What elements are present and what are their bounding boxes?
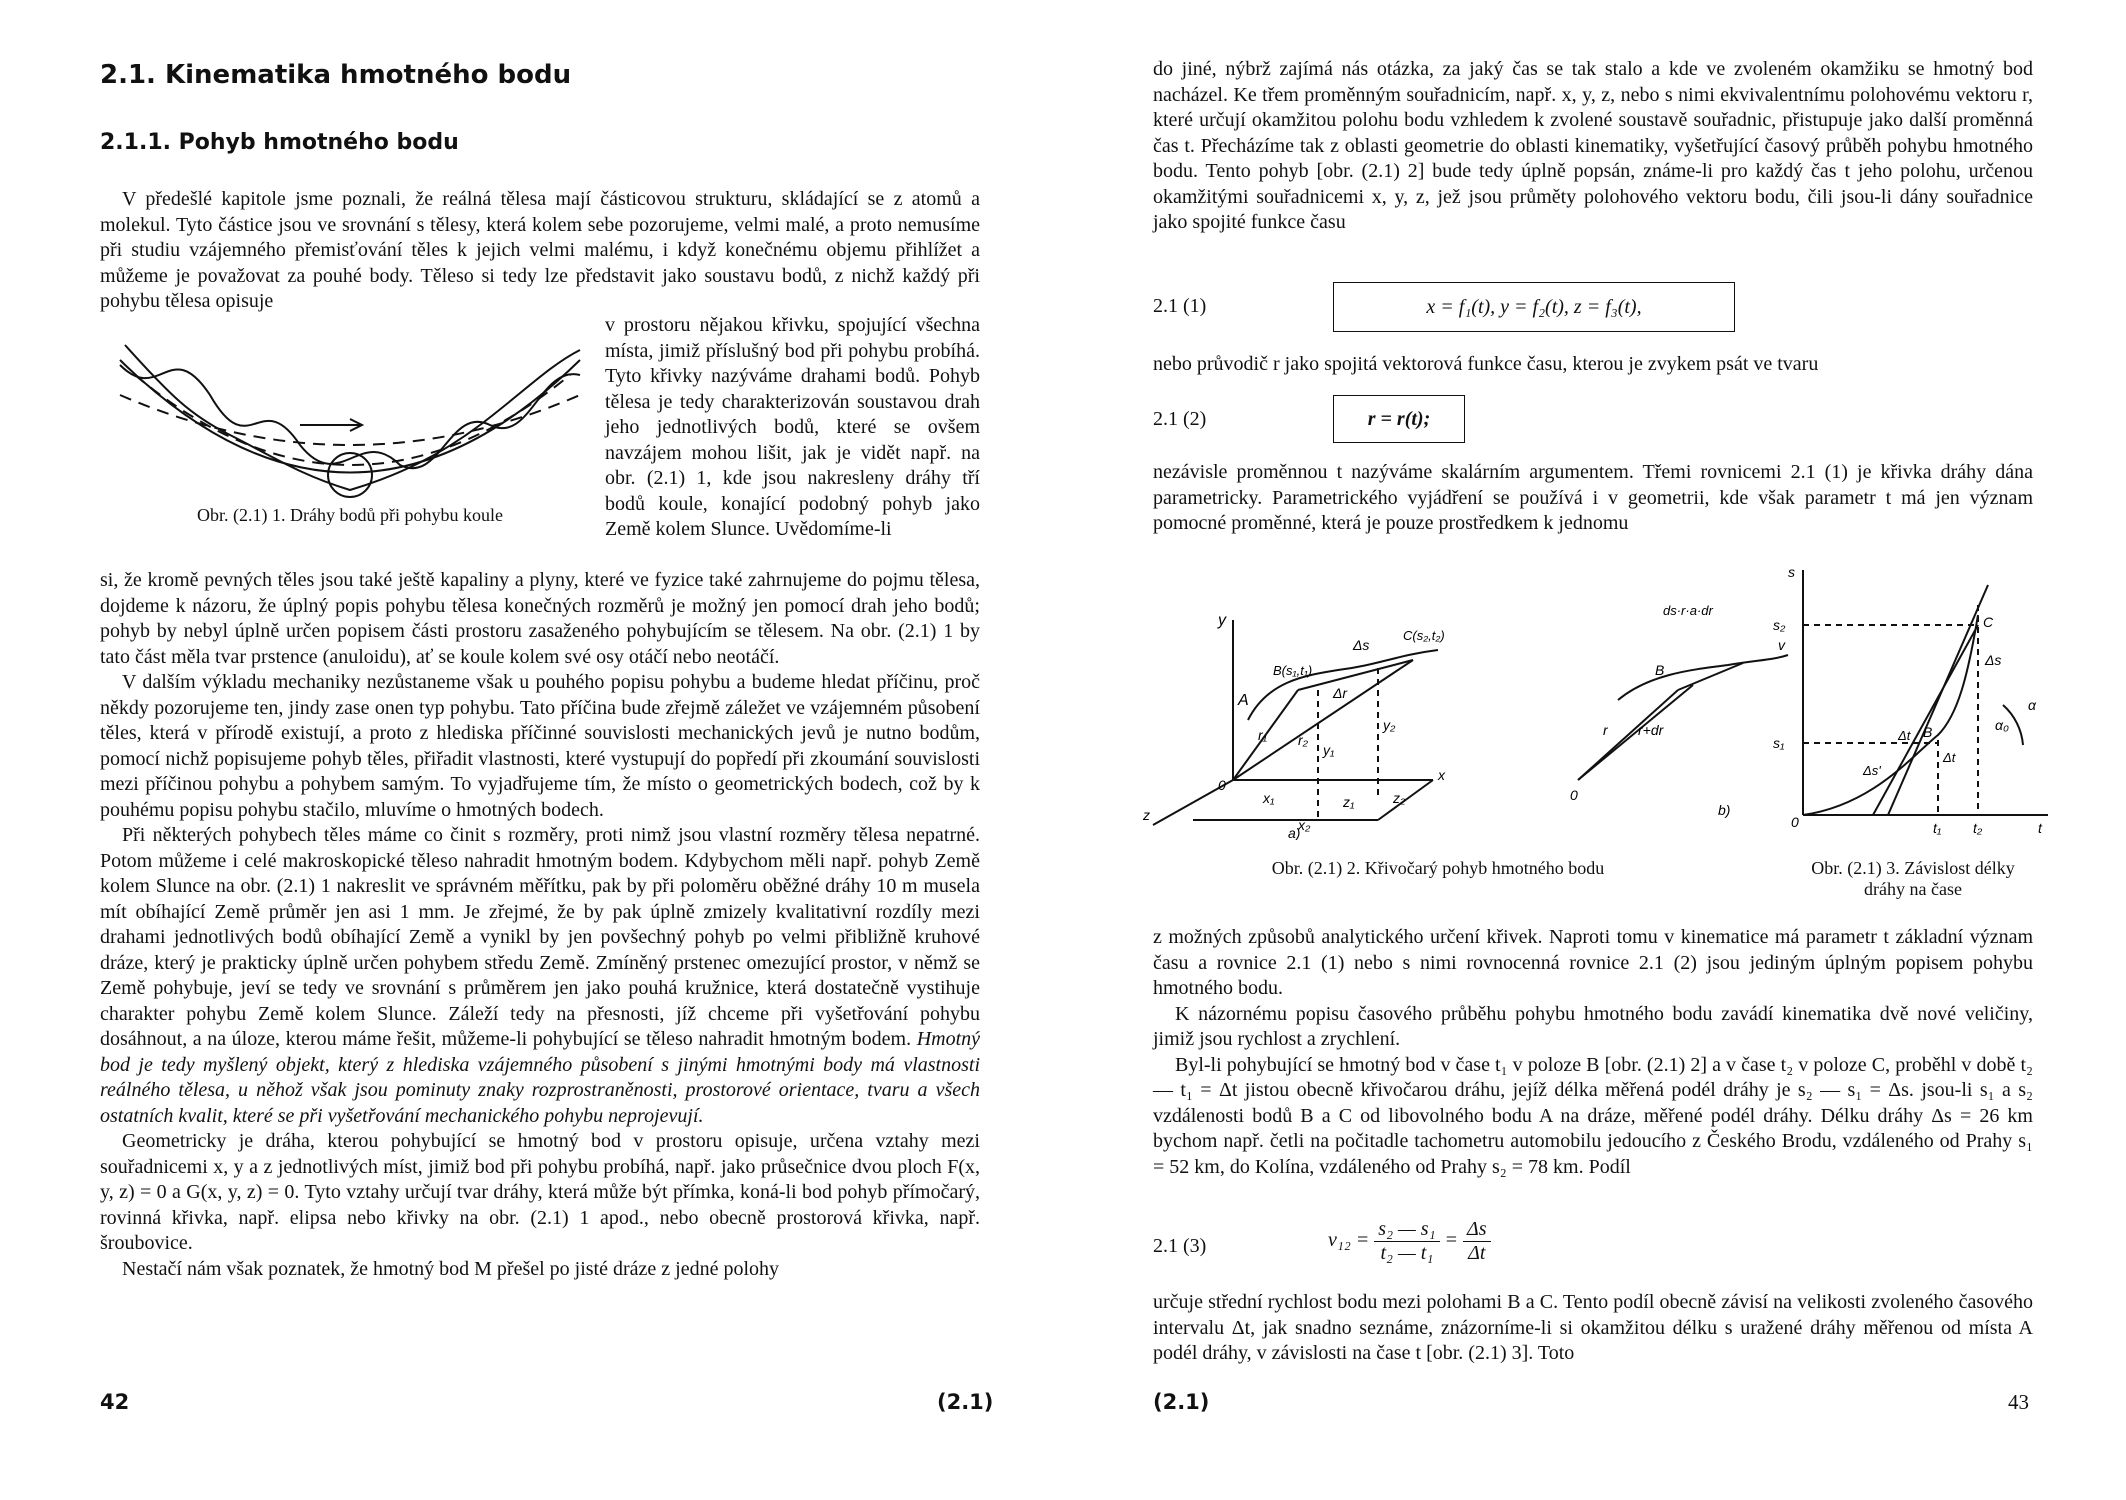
fig2-y2: y₂ xyxy=(1383,717,1396,733)
paragraph-right-2: nebo průvodič r jako spojitá vektorová funkce času, kterou je zvykem psát ve tvaru xyxy=(1153,353,1819,375)
fig2-x: x xyxy=(1438,767,1445,783)
fig3-t: t xyxy=(2038,820,2042,836)
paragraph-intro: V předešlé kapitole jsme poznali, že reálná tělesa mají částicovou strukturu, skládající se z atomů a molekul. Tyto částice jsou ve srovnání s tělesy, která kolem sebe pozorujeme, velmi malé, a proto nemusíme při studiu vzájemného přemisťování těles k jejich velmi malému, i když konečnému objemu přihlížet a můžeme je považovat za pouhé body. Těleso si tedy lze představit jako soustavu bodů, z nichž každý při pohybu tělesa opisuje xyxy=(100,188,980,312)
vector-r-dr xyxy=(1578,685,1693,780)
figure-3-caption: Obr. (2.1) 3. Závislost délky dráhy na čase xyxy=(1811,858,2015,899)
fig3-ds1: Δs' xyxy=(1863,763,1881,778)
fig2b-ds: ds·r·a·dr xyxy=(1663,605,1713,618)
fig3-C: C xyxy=(1983,614,1994,630)
fig3-s1: s₁ xyxy=(1773,735,1785,751)
eq2-box: r = r(t); xyxy=(1333,395,1465,443)
tangent xyxy=(1888,585,1988,815)
fig2-O: 0 xyxy=(1218,777,1226,793)
fig2b-v: v xyxy=(1778,637,1785,653)
paragraph-wrap: v prostoru nějakou křivku, spojující všechna místa, jimiž příslušný bod při pohybu probíhá. Tyto křivky nazýváme drahami bodů. Pohyb tělesa je tedy charakterizován soustavou drah jeho jednotlivých bodů, které se ovšem navzájem mohou lišit, jak je vidět např. na obr. (2.1) 1, kde jsou nakresleny dráhy tří bodů koule, konající podobný pohyb jako Země kolem Slunce. Uvědomíme-li xyxy=(605,314,980,540)
fig3-s: s xyxy=(1788,565,1795,580)
paragraph-right-7: určuje střední rychlost bodu mezi polohami B a C. Tento podíl obecně závisí na velikosti zvoleného časového intervalu Δt, jak snadno seznáme, znázorníme-li si okamžitou délku s uražené dráhy měřenou od místa A podél dráhy, v závislosti na čase t [obr. (2.1) 3]. Toto xyxy=(1153,1291,2033,1364)
fig2b-r: r xyxy=(1603,722,1608,738)
figure-infinitesimal-motion xyxy=(1568,605,1793,820)
paragraph-right-4: z možných způsobů analytického určení křivek. Naproti tomu v kinematice má parametr t základní význam času a rovnice 2.1 (1) nebo s nimi rovnocenná rovnice 2.1 (2) jsou jediným úplným popisem pohybu hmotného bodu. K názornému popisu časového průběhu pohybu hmotného bodu zavádí kinematika dvě nové veličiny, jimiž jsou rychlost a zrychlení. Byl-li pohybující se hmotný bod v čase t₁ v poloze B [obr. (2.1) 2] a v čase t₂ v poloze C, proběhl v době t₂ — t₁ = Δt jistou obecně křivočarou dráhu, jejíž délka měřená podél dráhy je s₂ — s₁ = Δs. jsou-li s₁ a s₂ vzdálenosti bodů B a C od libovolného bodu A na dráze, měřené podél dráhy. Délku dráhy Δs = 26 km bychom např. četli na počitadle tachometru automobilu jedoucího z Českého Brodu, vzdáleného od Prahy s₁ = 52 km, do Kolína, vzdáleného od Prahy s₂ = 78 km. Podíl xyxy=(1153,926,2033,1178)
fig3-alpha0: α₀ xyxy=(1995,717,2009,733)
eq1-label: 2.1 (1) xyxy=(1153,295,1207,317)
fig2-z1: z₁ xyxy=(1343,794,1355,810)
right-page xyxy=(1063,0,2126,1500)
fig2-B: B(s₁,t₁) xyxy=(1273,663,1313,678)
fig2-y1: y₁ xyxy=(1323,742,1335,758)
fig3-alpha: α xyxy=(2028,697,2036,713)
section-mark-right: (2.1) xyxy=(1153,1390,1210,1414)
secant xyxy=(1873,625,1978,815)
fig3-t1: t₁ xyxy=(1933,820,1942,836)
fig2-x2: x₂ xyxy=(1298,817,1311,833)
fig3-ds: Δs xyxy=(1985,652,2002,668)
fig2-z2: z₂ xyxy=(1393,790,1406,806)
page-number-right: 43 xyxy=(2008,1390,2029,1414)
fig3-O: 0 xyxy=(1791,814,1799,830)
eq1-box: x = f₁(t), y = f₂(t), z = f₃(t), xyxy=(1333,282,1735,332)
fig3-t2: t₂ xyxy=(1973,820,1983,836)
fig2-z: z xyxy=(1143,807,1150,823)
fig2-r1: r₁ xyxy=(1258,727,1268,743)
eq2-label: 2.1 (2) xyxy=(1153,408,1207,430)
fig2b-B: B xyxy=(1655,662,1665,678)
fig2b-O: 0 xyxy=(1570,787,1578,803)
paragraph-rest: si, že kromě pevných těles jsou také ještě kapaliny a plyny, které ve fyzice také zahrnujeme do pojmu tělesa, dojdeme k názoru, že úplný popis pohybu tělesa konečných rozměrů je možný jen pomocí drah jeho bodů; pohyb by nebyl úplně určen popisem části prostoru zasaženého pohybujícím se tělesem. Na obr. (2.1) 1 by tato část měla tvar prstence (anuloidu), ať se koule kolem své osy otáčí nebo neotáčí. V dalším výkladu mechaniky nezůstaneme však u pouhého popisu pohybu a budeme hledat příčinu, proč někdy pozorujeme ten, jindy zase onen typ pohybu. Tato příčina bude zřejmě záležet ve vzájemném působení těles, která v přírodě existují, a proto z hlediska příčinné souvislosti mechanických jevů je nutno bodům, pomocí nichž popisujeme pohyb těles, přiřadit vlastnosti, které vystupují do popředí při zkoumání souvislosti mezi příčinou pohybu a pohybem samým. To vyjadřujeme tím, že místo o geometrických bodech, což by k pouhému popisu pohybu stačilo, mluvíme o hmotných bodech. Při některých pohybech těles máme co činit s rozměry, proti nimž jsou vlastní rozměry tělesa nepatrné. Potom můžeme i celé makroskopické těleso nahradit hmotným bodem. Kdybychom měli např. pohyb Země kolem Slunce na obr. (2.1) 1 nakreslit ve správném měřítku, pak by při poloměru oběžné dráhy 10 m musela mít obíhající Země průměr jen asi 1 mm. Je zřejmé, že by pak úplně zmizely kvalitativní rozdíly mezi drahami jednotlivých bodů obíhající Země a vynikl by jen povšechný pohyb po velmi přibližně kruhové dráze, který je prakticky úplně určen pohybem středu Země. Zmíněný prstenec omezující prostor, v němž se Země pohybuje, jeví se tedy ve srovnání s průměrem jen jako pouhá kružnice, která dostatečně vystihuje charakter pohybu Země kolem Slunce. Záleží tedy na přesnosti, jíž chceme při vyšetřování pohybu dosáhnout, a na úloze, kterou máme řešit, můžeme-li pohybující se těleso nahradit hmotným bodem. Hmotný bod je tedy myšlený objekt, který z hlediska vzájemného působení s jinými hmotnými body má vlastnosti reálného tělesa, u něhož však jsou pominuty znaky rozprostraněnosti, prostorové orientace, tvaru a všech ostatních kvalit, které se při vyšetřování mechanického pohybu neprojevují. Geometricky je dráha, kterou pohybující se hmotný bod v prostoru opisuje, určena vztahy mezi souřadnicemi x, y a z jednotlivých míst, jimiž bod při pohybu probíhá, např. jako průsečnice dvou ploch F(x, y, z) = 0 a G(x, y, z) = 0. Tyto vztahy určují tvar dráhy, která může být přímka, koná-li bod pohyb přímočarý, rovinná křivka, např. elipsa nebo křivky na obr. (2.1) 1 apod., nebo obecně prostorová křivka, např. šroubovice. Nestačí nám však poznatek, že hmotný bod M přešel po jisté dráze z jedné polohy xyxy=(100,569,981,1280)
fig3-dt2: Δt xyxy=(1943,750,1956,765)
paragraph-right-1: do jiné, nýbrž zajímá nás otázka, za jaký čas se tak stalo a kde ve zvoleném okamžiku se hmotný bod nacházel. Ke třem proměnným souřadnicím, např. x, y, z, nebo s nimi ekvivalentnímu polohovému vektoru r, které určují okamžitou polohu bodu vzhledem k zvolené soustavě souřadnic, přistupuje jako další proměnná čas t. Přecházíme tak z oblasti geometrie do oblasti kinematiky, vyšetřující časový průběh pohybu hmotného bodu. Tento pohyb [obr. (2.1) 2] bude tedy úplně popsán, známe-li pro každý čas t jeho polohu, určenou okamžitými souřadnicemi x, y, z, jež jsou průměty polohového vektoru bodu, čili jsou-li dány souřadnice jako spojité funkce času xyxy=(1153,58,2033,233)
figure-curvilinear-motion xyxy=(1138,580,1568,840)
eq3-formula: v₁₂ = $\frac{\text{s₂ — s₁}}{\text{t₂ — t₁}}$ = $\frac{\Delta s}{\Delta t}$ xyxy=(1328,1218,1491,1265)
eq3-label: 2.1 (3) xyxy=(1153,1235,1207,1257)
fig3-s2: s₂ xyxy=(1773,617,1786,633)
fig3-B: B xyxy=(1923,724,1933,740)
figure-1-caption: Obr. (2.1) 1. Dráhy bodů při pohybu koule xyxy=(197,505,503,525)
page-number-left: 42 xyxy=(100,1390,130,1414)
fig2-ds: Δs xyxy=(1353,637,1370,653)
section-mark-left: (2.1) xyxy=(937,1390,994,1414)
fig2-r2: r₂ xyxy=(1298,732,1309,748)
base-diag xyxy=(1378,780,1433,820)
fig2-C: C(s₂,t₂) xyxy=(1403,628,1445,643)
section-heading: 2.1.1. Pohyb hmotného bodu xyxy=(100,130,459,155)
paragraph-right-3: nezávisle proměnnou t nazýváme skalárním argumentem. Třemi rovnicemi 2.1 (1) je křivka dráhy dána parametricky. Parametrického vyjádření se používá i v geometrii, kde však parametr t má jen význam pomocné proměnné, která je pouze prostředkem k jednomu xyxy=(1153,461,2033,534)
fig2-y: y xyxy=(1218,612,1226,629)
figure-path-vs-time xyxy=(1763,565,2053,840)
fig2b-b: b) xyxy=(1718,802,1731,818)
fig2-dr: Δr xyxy=(1333,685,1348,701)
fig2-a: a) xyxy=(1288,825,1301,840)
fig2b-rdr: r+dr xyxy=(1638,722,1664,738)
figure-ball-paths xyxy=(100,325,600,525)
fig3-dt1: Δt xyxy=(1898,728,1911,743)
chapter-heading: 2.1. Kinematika hmotného bodu xyxy=(100,60,572,90)
figure-2-caption: Obr. (2.1) 2. Křivočarý pohyb hmotného bodu xyxy=(1271,858,1605,878)
fig2-A: A xyxy=(1238,692,1249,709)
fig2-x1: x₁ xyxy=(1263,790,1275,806)
